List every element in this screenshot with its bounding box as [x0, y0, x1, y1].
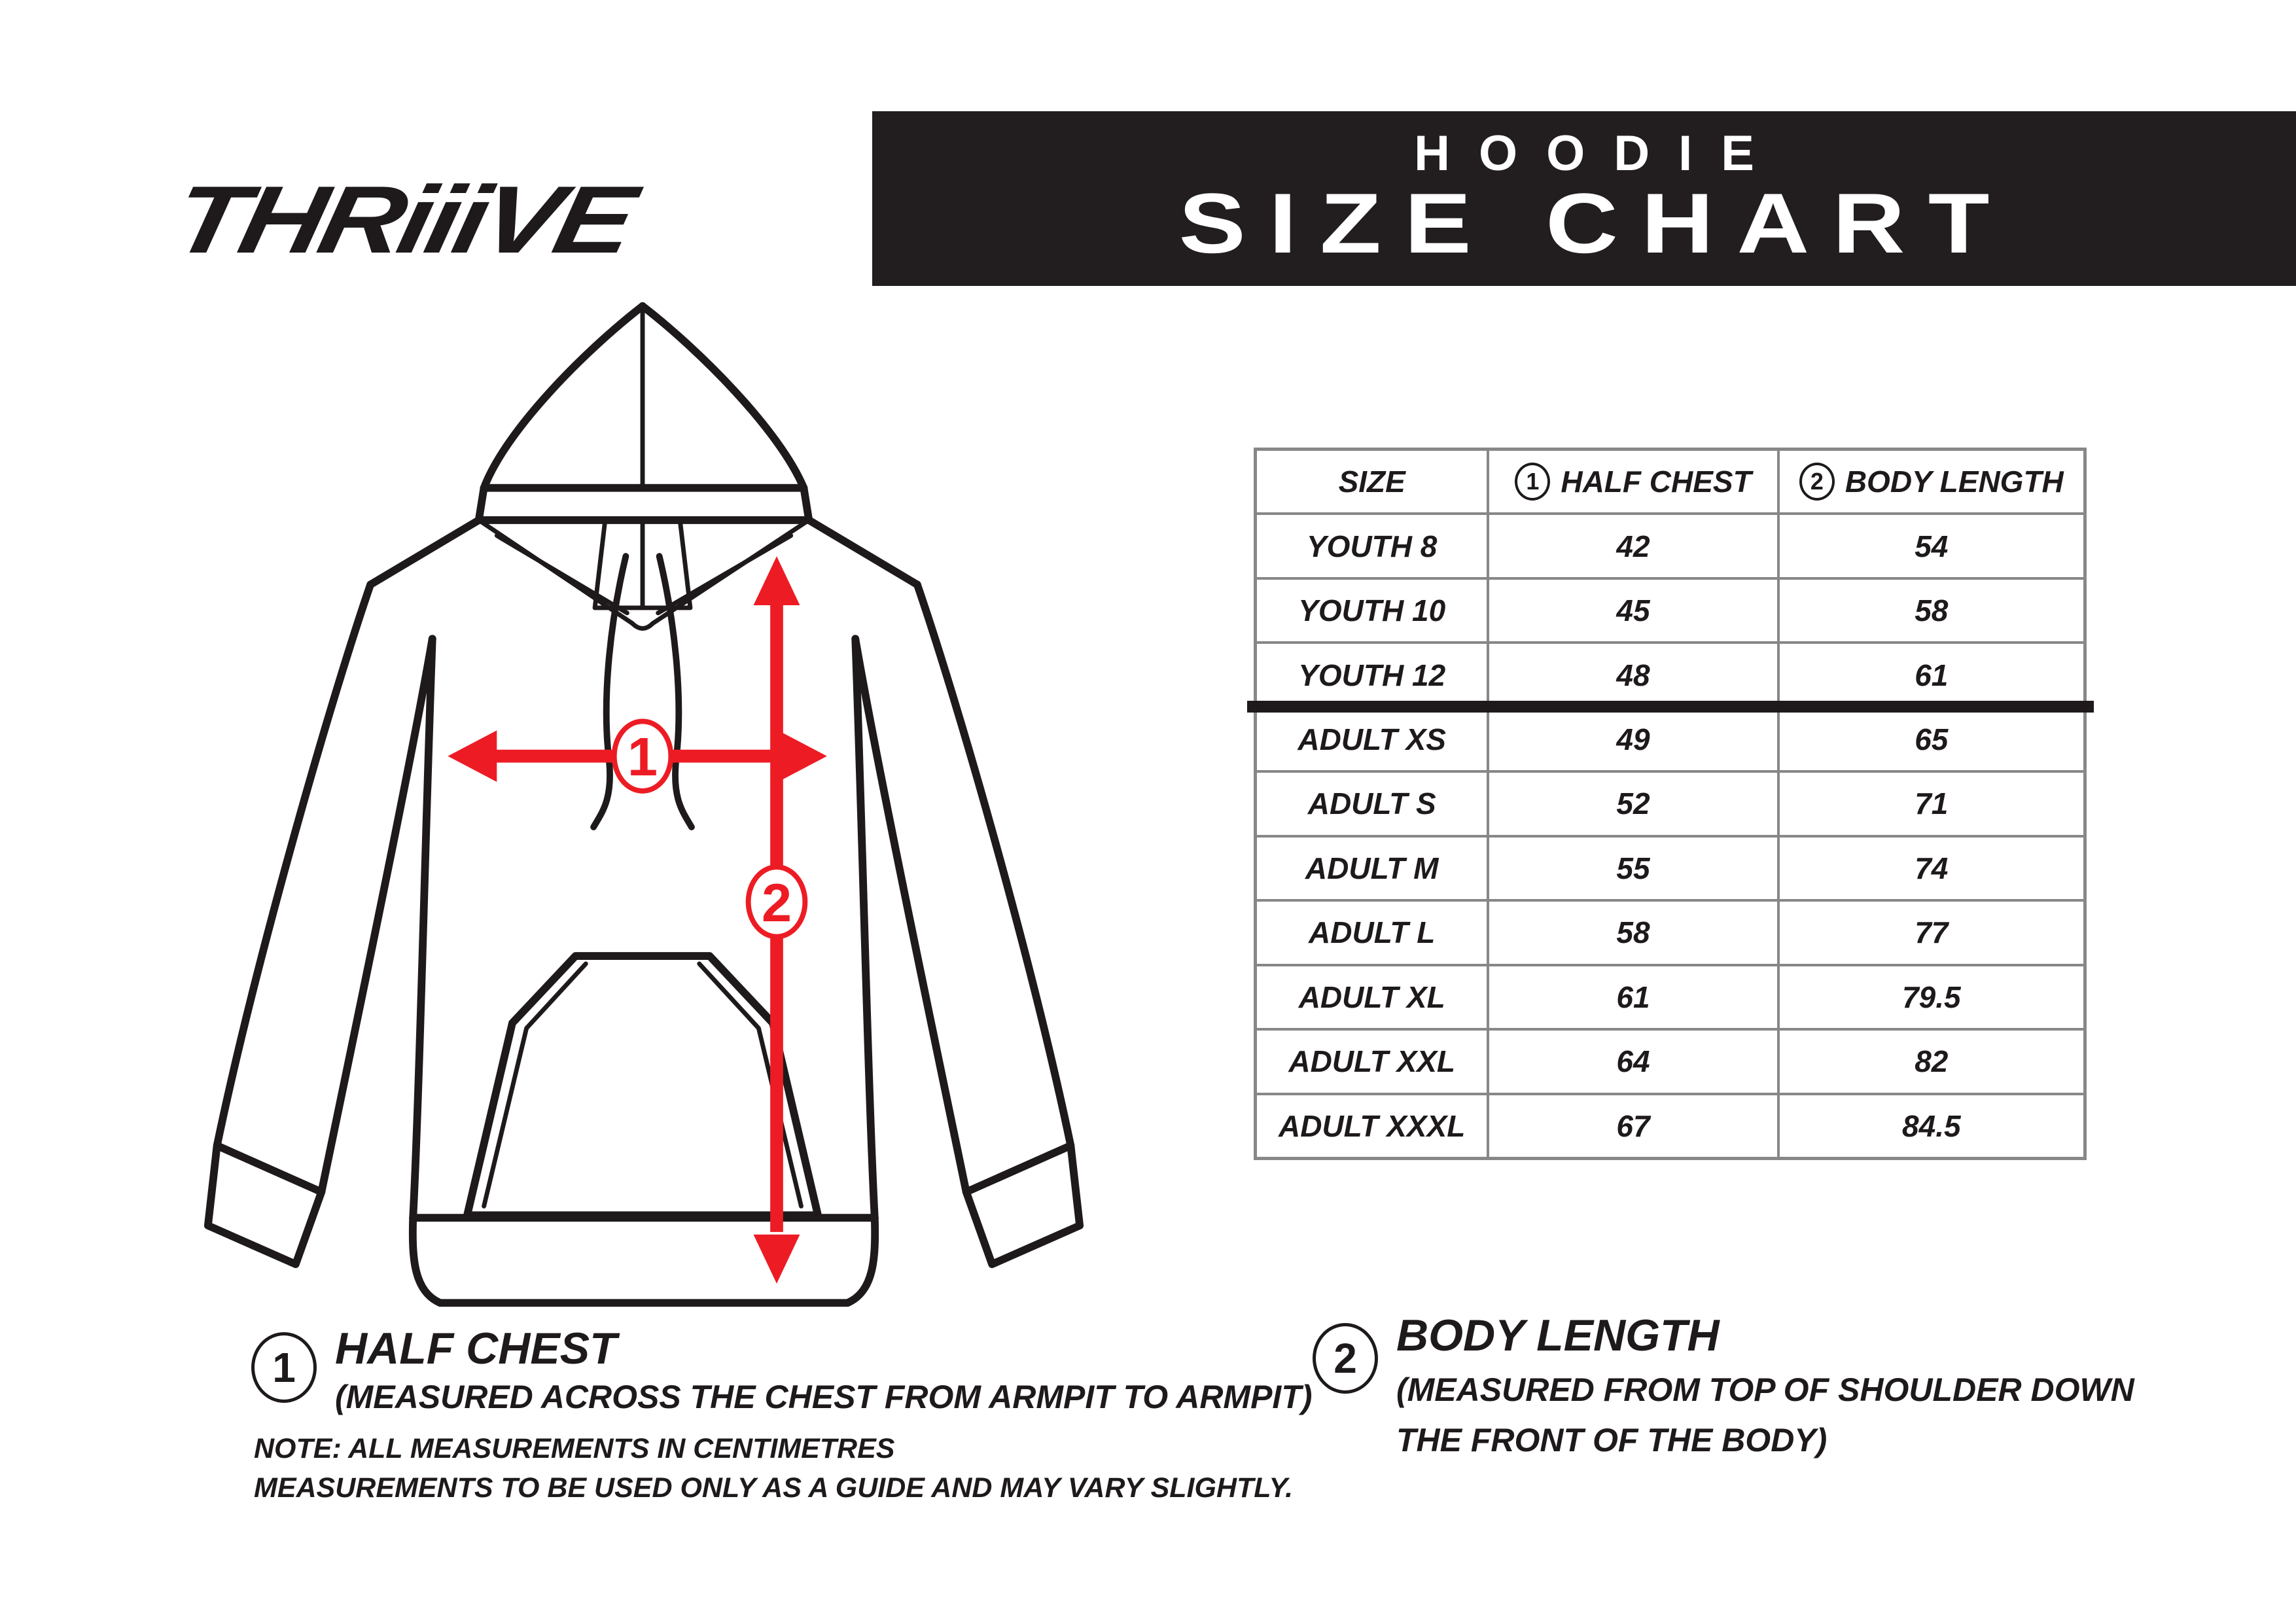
legend-2-marker-icon: 2: [1313, 1323, 1378, 1394]
diagram-marker-1: 1: [627, 726, 658, 788]
size-cell: YOUTH 10: [1298, 593, 1446, 628]
size-cell: ADULT XXL: [1288, 1044, 1456, 1079]
table-row: [1257, 641, 2083, 705]
column-header-body-length-label: BODY LENGTH: [1845, 465, 2064, 499]
legend-1-marker-icon: 1: [251, 1332, 317, 1403]
table-header-row: [1257, 451, 2083, 512]
table-row: [1257, 577, 2083, 641]
body-length-cell: 54: [1777, 515, 2083, 576]
half-chest-cell: 48: [1487, 644, 1776, 705]
column-header-size: SIZE: [1338, 465, 1405, 499]
half-chest-cell: 61: [1487, 966, 1776, 1028]
half-chest-cell: 45: [1487, 580, 1776, 641]
size-table: [1254, 448, 2087, 1160]
table-row: [1257, 964, 2083, 1028]
note-line-2: MEASUREMENTS TO BE USED ONLY AS A GUIDE AND MAY VARY SLIGHTLY.: [254, 1472, 1294, 1504]
legend-2-title: BODY LENGTH: [1396, 1311, 1720, 1360]
size-cell: ADULT XXXL: [1279, 1108, 1466, 1143]
size-cell: ADULT S: [1307, 786, 1436, 821]
hoodie-diagram: [192, 296, 1095, 1315]
legend-1-title: HALF CHEST: [335, 1324, 617, 1373]
table-row: [1257, 706, 2083, 770]
table-row: [1257, 899, 2083, 963]
title-banner: [872, 111, 2296, 286]
size-cell: YOUTH 12: [1298, 658, 1446, 692]
arrowhead-right-icon: [778, 730, 827, 782]
size-cell: ADULT XL: [1298, 980, 1445, 1014]
youth-adult-divider: [1247, 701, 2094, 713]
column-header-half-chest: [1487, 451, 1776, 512]
legend-2-description: [1396, 1365, 2134, 1466]
body-length-cell: 71: [1777, 773, 2083, 834]
half-chest-cell: 42: [1487, 515, 1776, 576]
banner-product-name: HOODIE: [1414, 126, 1783, 182]
column-header-body-length: [1777, 451, 2083, 512]
half-chest-marker-icon: 1: [1515, 463, 1550, 501]
note-line-1: NOTE: ALL MEASUREMENTS IN CENTIMETRES: [254, 1433, 895, 1464]
legend-2-description-line2: THE FRONT OF THE BODY): [1396, 1422, 1828, 1458]
size-cell: ADULT L: [1309, 915, 1436, 950]
half-chest-cell: 64: [1487, 1031, 1776, 1092]
size-cell: ADULT M: [1305, 851, 1439, 885]
body-length-cell: 61: [1777, 644, 2083, 705]
body-length-cell: 84.5: [1777, 1095, 2083, 1157]
table-row: [1257, 770, 2083, 834]
body-length-cell: 77: [1777, 902, 2083, 963]
brand-logo: THRiiiVE: [164, 166, 641, 273]
table-row: [1257, 1028, 2083, 1092]
arrowhead-left-icon: [448, 730, 497, 782]
body-length-cell: 65: [1777, 709, 2083, 770]
half-chest-cell: 58: [1487, 902, 1776, 963]
column-header-half-chest-label: HALF CHEST: [1561, 465, 1752, 499]
body-length-cell: 58: [1777, 580, 2083, 641]
measurement-notes: [254, 1429, 1293, 1508]
banner-title: SIZE CHART: [1178, 175, 2013, 272]
arrowhead-down-icon: [754, 1235, 800, 1284]
size-cell: ADULT XS: [1298, 722, 1446, 757]
body-length-cell: 79.5: [1777, 966, 2083, 1028]
half-chest-cell: 49: [1487, 709, 1776, 770]
size-cell: YOUTH 8: [1307, 529, 1438, 563]
arrowhead-up-icon: [754, 556, 800, 605]
table-row: [1257, 512, 2083, 576]
legend-2-description-line1: (MEASURED FROM TOP OF SHOULDER DOWN: [1396, 1371, 2134, 1408]
body-length-cell: 74: [1777, 838, 2083, 899]
half-chest-cell: 52: [1487, 773, 1776, 834]
half-chest-cell: 67: [1487, 1095, 1776, 1157]
measurement-arrows: [448, 556, 826, 1284]
legend-1-description: (MEASURED ACROSS THE CHEST FROM ARMPIT TO ARMPIT): [335, 1379, 1313, 1415]
table-row: [1257, 835, 2083, 899]
half-chest-cell: 55: [1487, 838, 1776, 899]
body-length-cell: 82: [1777, 1031, 2083, 1092]
table-row: [1257, 1093, 2083, 1157]
body-length-marker-icon: 2: [1799, 463, 1835, 501]
diagram-marker-2: 2: [761, 872, 792, 933]
